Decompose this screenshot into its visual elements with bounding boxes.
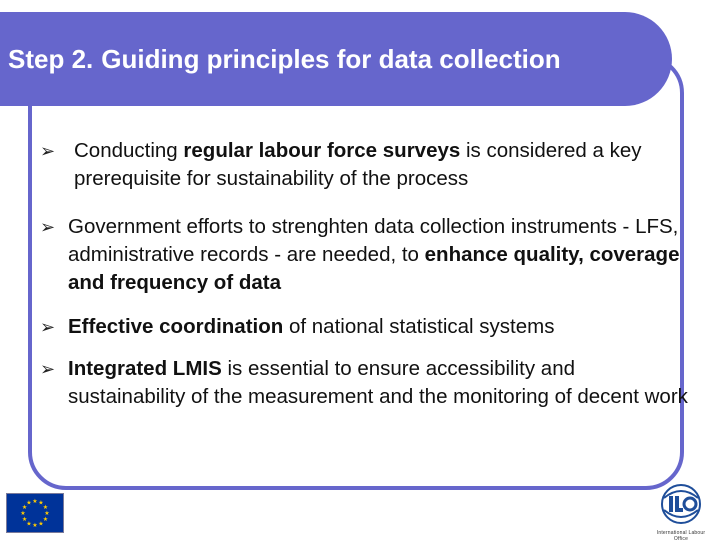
eu-star-icon: ★ <box>26 521 32 528</box>
bullet-text: of national statistical systems <box>283 315 555 338</box>
arrow-bullet-icon: ➢ <box>40 317 56 337</box>
arrow-bullet-icon: ➢ <box>40 141 56 161</box>
bullet-text: Government efforts to strenghten data collection instruments - LFS, administrative records - are needed, to <box>68 215 679 266</box>
eu-star-icon: ★ <box>32 499 38 505</box>
bullet-bold: enhance quality, coverage and frequency of data <box>68 243 680 294</box>
eu-star-icon: ★ <box>21 505 28 511</box>
bullet-text: Conducting <box>74 139 184 162</box>
eu-star-icon: ★ <box>26 500 32 507</box>
bullet-list <box>40 137 690 411</box>
eu-star-icon: ★ <box>38 500 44 507</box>
eu-star-icon: ★ <box>42 517 49 523</box>
arrow-bullet-icon: ➢ <box>40 359 56 379</box>
eu-star-icon: ★ <box>21 517 28 523</box>
page-title <box>0 44 561 75</box>
eu-star-icon: ★ <box>32 523 38 529</box>
bullet-item <box>40 313 690 341</box>
bullet-item <box>40 355 690 411</box>
bullet-bold: Effective coordination <box>68 315 284 338</box>
ilo-logo-icon <box>650 482 712 540</box>
title-bar <box>0 12 672 106</box>
arrow-bullet-icon: ➢ <box>40 217 56 237</box>
bullet-text: is essential to ensure accessibility and sustainability of the measurement and the monitoring of decent work <box>68 357 688 408</box>
eu-star-icon: ★ <box>42 505 49 511</box>
eu-star-icon: ★ <box>20 511 26 517</box>
title-main: Guiding principles for data collection <box>101 43 561 74</box>
bullet-text: is considered a key prerequisite for sustainability of the process <box>74 139 642 190</box>
eu-star-icon: ★ <box>44 511 50 517</box>
bullet-bold: regular labour force surveys <box>183 139 461 162</box>
bullet-bold: Integrated LMIS <box>68 357 222 380</box>
bullet-item <box>40 137 690 193</box>
title-step: Step 2. <box>8 43 94 74</box>
bullet-item <box>40 213 690 297</box>
eu-star-icon: ★ <box>38 521 44 528</box>
eu-flag-icon <box>6 493 64 533</box>
ilo-caption: International Labour Office <box>656 530 706 542</box>
